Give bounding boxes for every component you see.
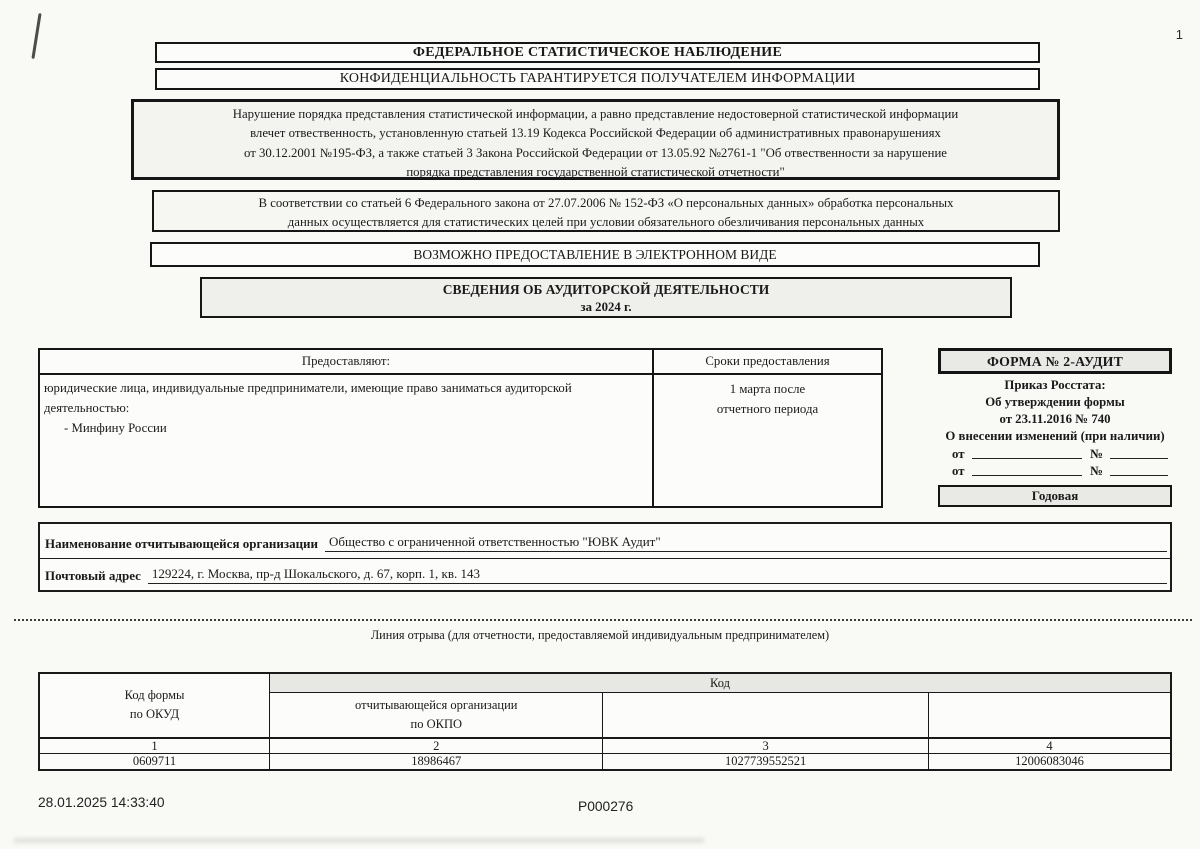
organization-name-row: [40, 524, 1170, 558]
federal-observation-title: ФЕДЕРАЛЬНОЕ СТАТИСТИЧЕСКОЕ НАБЛЮДЕНИЕ: [155, 42, 1040, 63]
personal-data-line-2: данных осуществляется для статистических целей при условии обязательного обезличивания персональных данных: [287, 215, 925, 229]
organization-block: [38, 522, 1172, 592]
form-info-panel: [938, 348, 1172, 503]
okpo-code-value: 18986467: [270, 753, 603, 770]
confidentiality-banner: КОНФИДЕНЦИАЛЬНОСТЬ ГАРАНТИРУЕТСЯ ПОЛУЧАТЕЛЕМ ИНФОРМАЦИИ: [155, 68, 1040, 90]
amendment-number-blank-2: [1110, 475, 1168, 476]
form-title: СВЕДЕНИЯ ОБ АУДИТОРСКОЙ ДЕЯТЕЛЬНОСТИ: [442, 282, 770, 297]
postal-address-value: 129224, г. Москва, пр-д Шокальского, д. 67, корп. 1, кв. 143: [148, 566, 1167, 584]
form-period: за 2024 г.: [580, 300, 632, 314]
rosstat-order-block: [938, 377, 1172, 479]
violation-line-4: порядка представления государственной статистической отчетности": [406, 164, 785, 179]
electronic-submission-banner: ВОЗМОЖНО ПРЕДОСТАВЛЕНИЕ В ЭЛЕКТРОННОМ ВИДЕ: [150, 242, 1040, 267]
personal-data-line-1: В соответствии со статьей 6 Федерального закона от 27.07.2006 № 152-ФЗ «О персональных данных» обработка персональных: [258, 196, 954, 210]
code-group-header: Код: [270, 673, 1171, 693]
print-timestamp: 28.01.2025 14:33:40: [38, 795, 165, 810]
deadline-cell: [654, 375, 881, 506]
okud-header-line-2: по ОКУД: [129, 707, 180, 722]
amendment-date-blank-2: [972, 475, 1083, 476]
column-number-2: 2: [270, 738, 603, 754]
providers-column-header: Предоставляют:: [40, 350, 654, 373]
okpo-header-cell: [270, 693, 603, 738]
order-line-2: Об утверждении формы: [985, 395, 1125, 409]
postal-address-label: Почтовый адрес: [45, 568, 141, 583]
form-title-box: [200, 277, 1012, 318]
amendment-row-2: [938, 462, 1172, 479]
organization-name-value: Общество с ограниченной ответственностью "ЮВК Аудит": [325, 534, 1167, 552]
periodicity-box: Годовая: [938, 485, 1172, 507]
form-number-box: ФОРМА № 2-АУДИТ: [938, 348, 1172, 374]
scan-shadow: [14, 838, 704, 843]
amendment-number-blank: [1110, 458, 1168, 459]
amendment-from-label-2: от: [952, 464, 965, 478]
personal-data-notice-box: [152, 190, 1060, 232]
okpo-header-line-1: отчитывающейся организации: [355, 697, 518, 712]
codes-table: [38, 672, 1172, 771]
tear-off-dotted-line: [14, 619, 1192, 621]
deadline-line-1: 1 марта после: [729, 382, 806, 396]
providers-cell: [40, 375, 654, 506]
amendment-from-label: от: [952, 447, 965, 461]
page-number: 1: [1175, 27, 1183, 42]
order-line-3: от 23.11.2016 № 740: [999, 412, 1111, 426]
providers-recipient: - Минфину России: [64, 421, 167, 435]
violation-line-2: влечет отвественность, установленную статьей 13.19 Кодекса Российской Федерации об административных правонарушениях: [250, 126, 941, 141]
okpo-header-line-2: по ОКПО: [410, 716, 462, 731]
amendment-row-1: [938, 445, 1172, 462]
code-header-empty-2: [928, 693, 1171, 738]
document-code: P000276: [578, 799, 634, 814]
tear-off-caption: Линия отрыва (для отчетности, предоставляемой индивидуальным предпринимателем): [370, 628, 830, 642]
column-number-1: 1: [39, 738, 270, 754]
amendment-date-blank: [972, 458, 1083, 459]
amendment-number-label: №: [1090, 447, 1103, 461]
column-number-3: 3: [603, 738, 928, 754]
amendment-number-label-2: №: [1090, 464, 1103, 478]
code-value-4: 12006083046: [928, 753, 1171, 770]
postal-address-row: [40, 558, 1170, 590]
violation-line-1: Нарушение порядка представления статистической информации, а равно представление недостоверной статистической информации: [232, 107, 959, 121]
providers-table-body: [40, 375, 881, 506]
deadline-column-header: Сроки предоставления: [705, 354, 830, 368]
violation-line-3: от 30.12.2001 №195-ФЗ, а также статьей 3 Закона Российской Федерации от 13.05.92 №2761-1 "Об отвественности за нарушение: [244, 145, 947, 160]
column-number-4: 4: [928, 738, 1171, 754]
providers-text: юридические лица, индивидуальные предприниматели, имеющие право заниматься аудиторской деятельностью:: [44, 381, 572, 415]
providers-table: [38, 348, 883, 508]
okud-header-line-1: Код формы: [124, 688, 185, 703]
organization-name-label: Наименование отчитывающейся организации: [45, 536, 319, 551]
okud-code-value: 0609711: [39, 753, 270, 770]
okud-header-cell: [39, 673, 270, 738]
code-header-empty-1: [603, 693, 928, 738]
amendments-label: О внесении изменений (при наличии): [945, 429, 1165, 443]
pen-scan-mark: [31, 13, 41, 59]
providers-table-header: [40, 350, 881, 375]
deadline-line-2: отчетного периода: [716, 402, 819, 416]
code-value-3: 1027739552521: [603, 753, 928, 770]
order-line-1: Приказ Росстата:: [1004, 378, 1106, 392]
violation-notice-box: [131, 99, 1060, 180]
